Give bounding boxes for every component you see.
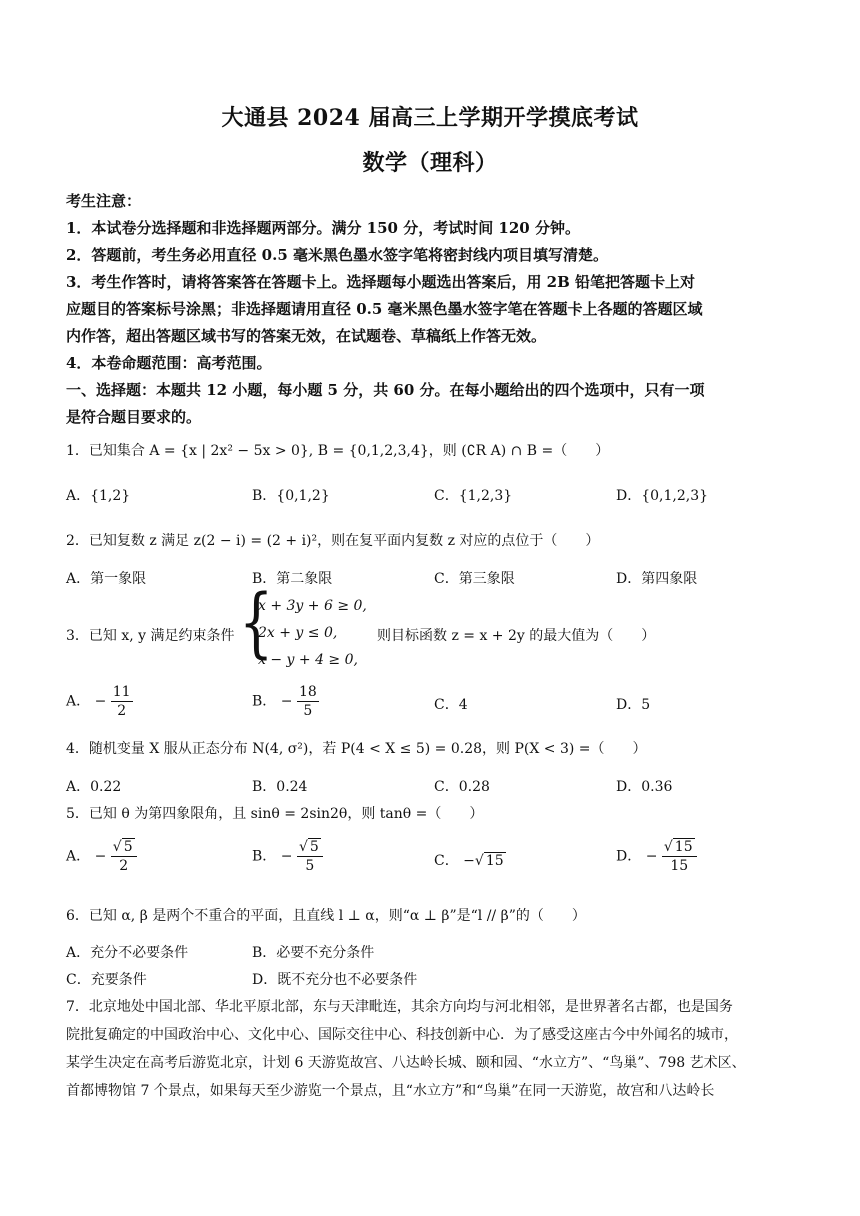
q3-option-b <box>252 683 319 720</box>
q7-line-2: 院批复确定的中国政治中心、文化中心、国际交往中心、科技创新中心．为了感受这座古今中外闻名的城市， <box>66 1027 738 1043</box>
minus-sign: − <box>94 848 107 865</box>
q5-option-c <box>434 850 506 870</box>
q5-option-b-numerator <box>297 838 323 857</box>
section-heading-line2: 是符合题目要求的。 <box>66 408 202 426</box>
notice-item-2: 2．答题前，考生务必用直径 0.5 毫米黑色墨水签字笔将密封线内项目填写清楚。 <box>66 246 608 264</box>
q5-option-d-fraction <box>662 838 697 875</box>
minus-sign: − <box>280 848 293 865</box>
q5-option-b <box>252 838 323 875</box>
sqrt-icon: √ <box>474 853 484 869</box>
exam-title: 大通县 2024 届高三上学期开学摸底考试 <box>221 105 639 131</box>
q3-option-a-denominator: 2 <box>117 703 127 719</box>
q3-option-c: C．4 <box>434 697 468 713</box>
exam-subtitle: 数学（理科） <box>362 150 498 176</box>
q3-option-b-numerator: 18 <box>298 684 317 700</box>
q5-option-b-label: B． <box>252 848 277 865</box>
q3-option-b-denominator: 5 <box>303 703 313 719</box>
q2-option-a: A．第一象限 <box>66 571 147 587</box>
q4-option-c: C．0.28 <box>434 779 490 795</box>
notice-item-3-cont2: 内作答，超出答题区域书写的答案无效，在试题卷、草稿纸上作答无效。 <box>66 327 547 345</box>
q5-option-a-label: A． <box>66 848 91 865</box>
q6-option-a: A．充分不必要条件 <box>66 945 189 961</box>
q5-option-a-radicand: 5 <box>123 839 133 855</box>
q5-option-b-fraction <box>297 838 323 875</box>
q3-option-a <box>66 683 133 720</box>
q4-option-a: A．0.22 <box>66 779 122 795</box>
notice-item-1: 1．本试卷分选择题和非选择题两部分。满分 150 分，考试时间 120 分钟。 <box>66 219 580 237</box>
q3-suffix: 则目标函数 z = x + 2y 的最大值为（ ） <box>377 628 656 644</box>
sqrt-icon: √ <box>112 839 122 855</box>
q3-option-a-label: A． <box>66 693 91 710</box>
minus-sign: − <box>280 693 293 710</box>
q2-stem: 2．已知复数 z 满足 z(2 − i) = (2 + i)²，则在复平面内复数 z 对应的点位于（ ） <box>66 533 600 549</box>
q2-option-d: D．第四象限 <box>616 571 698 587</box>
q4-option-d: D．0.36 <box>616 779 673 795</box>
q3-option-b-fraction <box>297 683 319 720</box>
q1-option-b: B．{0,1,2} <box>252 488 330 504</box>
q1-option-c: C．{1,2,3} <box>434 488 513 504</box>
q5-option-d-numerator <box>662 838 697 857</box>
q5-stem: 5．已知 θ 为第四象限角，且 sinθ = 2sin2θ，则 tanθ =（ ） <box>66 806 484 822</box>
notice-item-3: 3．考生作答时，请将答案答在答题卡上。选择题每小题选出答案后，用 2B 铅笔把答题卡上对 <box>66 273 696 291</box>
q3-constraint-2: 2x + y ≤ 0, <box>258 625 338 641</box>
minus-sign: − <box>463 853 475 869</box>
sqrt-icon: √ <box>663 839 673 855</box>
q6-option-d: D．既不充分也不必要条件 <box>252 972 418 988</box>
q6-stem: 6．已知 α, β 是两个不重合的平面，且直线 l ⊥ α，则“α ⊥ β”是“l // β”的（ ） <box>66 908 586 924</box>
q1-option-a: A．{1,2} <box>66 488 131 504</box>
notice-item-3-cont1: 应题目的答案标号涂黑；非选择题请用直径 0.5 毫米黑色墨水签字笔在答题卡上各题的答题区域 <box>66 300 703 318</box>
minus-sign: − <box>94 693 107 710</box>
q6-option-b: B．必要不充分条件 <box>252 945 375 961</box>
q5-option-a-numerator <box>111 838 137 857</box>
q5-option-a-fraction <box>111 838 137 875</box>
q5-option-d-radicand: 15 <box>674 839 693 855</box>
q7-line-3: 某学生决定在高考后游览北京，计划 6 天游览故宫、八达岭长城、颐和园、“水立方”、“鸟巢”、798 艺术区、 <box>66 1055 746 1071</box>
q5-option-a-denominator: 2 <box>119 858 129 874</box>
q5-option-d <box>616 838 697 875</box>
q1-option-d: D．{0,1,2,3} <box>616 488 709 504</box>
q4-option-b: B．0.24 <box>252 779 308 795</box>
q3-constraint-1: x + 3y + 6 ≥ 0, <box>258 598 367 614</box>
q1-stem: 1．已知集合 A = {x | 2x² − 5x > 0}, B = {0,1,2,3,4}，则 (∁R A) ∩ B =（ ） <box>66 443 610 459</box>
q7-line-4: 首都博物馆 7 个景点，如果每天至少游览一个景点，且“水立方”和“鸟巢”在同一天游览，故宫和八达岭长 <box>66 1083 715 1099</box>
q5-option-b-denominator: 5 <box>305 858 315 874</box>
q2-option-c: C．第三象限 <box>434 571 515 587</box>
q3-option-d: D．5 <box>616 697 651 713</box>
notice-heading: 考生注意： <box>66 192 142 210</box>
q5-option-c-label: C． <box>434 853 459 869</box>
q3-prefix: 3．已知 x, y 满足约束条件 <box>66 628 235 644</box>
q5-option-c-radicand: 15 <box>485 853 504 869</box>
q2-option-b: B．第二象限 <box>252 571 333 587</box>
q3-constraint-3: x − y + 4 ≥ 0, <box>258 652 358 668</box>
q3-option-b-label: B． <box>252 693 277 710</box>
q5-option-d-label: D． <box>616 848 642 865</box>
minus-sign: − <box>645 848 658 865</box>
q5-option-a <box>66 838 137 875</box>
q6-option-c: C．充要条件 <box>66 972 147 988</box>
q4-stem: 4．随机变量 X 服从正态分布 N(4, σ²)，若 P(4 < X ≤ 5) = 0.28，则 P(X < 3) =（ ） <box>66 741 647 757</box>
q3-option-a-fraction <box>111 683 133 720</box>
q3-option-a-numerator: 11 <box>112 684 131 700</box>
q5-option-d-denominator: 15 <box>670 858 689 874</box>
q7-line-1: 7．北京地处中国北部、华北平原北部，东与天津毗连，其余方向均与河北相邻，是世界著名古都，也是国务 <box>66 999 733 1015</box>
q3-brace: { <box>239 578 274 667</box>
sqrt-icon: √ <box>298 839 308 855</box>
section-heading-line1: 一、选择题：本题共 12 小题，每小题 5 分，共 60 分。在每小题给出的四个选项中，只有一项 <box>66 381 705 399</box>
q5-option-b-radicand: 5 <box>309 839 319 855</box>
notice-item-4: 4．本卷命题范围：高考范围。 <box>66 354 272 372</box>
